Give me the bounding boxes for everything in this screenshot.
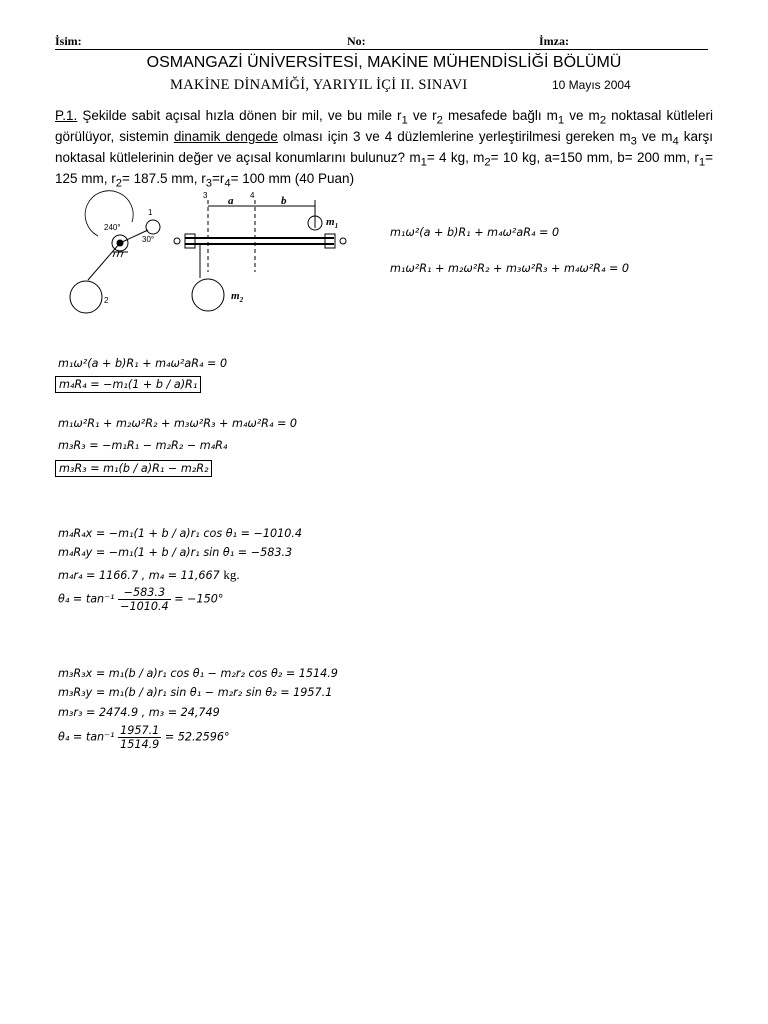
name-label: İsim: xyxy=(55,34,82,48)
solution-eq-4: m₃R₃ = −m₁R₁ − m₂R₂ − m₄R₄ xyxy=(58,439,228,452)
exam-subtitle: MAKİNE DİNAMİĞİ, YARIYIL İÇİ II. SINAVI xyxy=(170,77,468,93)
problem-statement: P.1. Şekilde sabit açısal hızla dönen bir mil, ve bu mile $r_1$ ve $r_2$ mesafede bağlı $m_1$ ve $m_2$ noktasal kütleleri görülüyor, sistemin dinamik dengede olması için 3 ve 4 düzlemlerine yerleştirilmesi gereken $m_3$ ve $m_4$ karşı noktasal kütlelerinin değer ve açısal konumlarını bulunuz? $m_1= 4$ kg, $m_2= 10$ kg, a=150 mm, b= 200 mm, $r_1= 125$ mm, $r_2= 187.5$ mm, $r_3=r_4= 100$ mm (40 Puan) xyxy=(55,108,713,190)
plane-3-label: 3 xyxy=(203,191,208,200)
figure-eq-moment: m₁ω²(a + b)R₁ + m₄ω²aR₄ = 0 xyxy=(390,226,560,239)
problem-label: P.1. xyxy=(55,108,78,123)
m3-y-component: m₃R₃y = m₁(b / a)r₁ sin θ₁ − m₂r₂ sin θ₂ = 1957.1 xyxy=(58,686,333,699)
dim-b-label: b xyxy=(281,195,287,207)
angle-240-label: 240° xyxy=(104,223,121,232)
solution-eq-3: m₁ω²R₁ + m₂ω²R₂ + m₃ω²R₃ + m₄ω²R₄ = 0 xyxy=(58,417,298,430)
m2-label: $m_2$ xyxy=(231,290,244,304)
angle-30-label: 30° xyxy=(142,235,155,244)
m4-y-component: m₄R₄y = −m₁(1 + b / a)r₁ sin θ₁ = −583.3 xyxy=(58,546,293,559)
theta-4-formula: θ₄ = tan⁻¹ $\frac{-583.3}{-1010.4}$ = −150° xyxy=(58,586,224,613)
end-view xyxy=(70,191,160,313)
solution-eq-2-boxed: m₄R₄ = −m₁(1 + b / a)R₁ xyxy=(55,376,201,393)
exam-date: 10 Mayıs 2004 xyxy=(552,78,631,92)
m3-result: m₃r₃ = 2474.9 , m₃ = 24,749 xyxy=(58,706,220,719)
side-view xyxy=(174,200,346,311)
solution-eq-1: m₁ω²(a + b)R₁ + m₄ω²aR₄ = 0 xyxy=(58,357,228,370)
solution-eq-5-boxed: m₃R₃ = m₁(b / a)R₁ − m₂R₂ xyxy=(55,460,212,477)
plane-4-label: 4 xyxy=(250,191,255,200)
university-title: OSMANGAZİ ÜNİVERSİTESİ, MAKİNE MÜHENDİSLİĞİ BÖLÜMÜ xyxy=(146,54,622,71)
mass-2-label: 2 xyxy=(104,296,109,305)
dim-a-label: a xyxy=(228,195,234,207)
number-label: No: xyxy=(347,34,366,48)
signature-label: İmza: xyxy=(539,34,569,48)
mass-1-label: 1 xyxy=(148,208,153,217)
header-fields xyxy=(55,33,708,50)
figure-eq-force: m₁ω²R₁ + m₂ω²R₂ + m₃ω²R₃ + m₄ω²R₄ = 0 xyxy=(390,262,630,275)
shaft-figure xyxy=(60,188,370,318)
underlined-term: dinamik dengede xyxy=(173,129,278,145)
m4-result: m₄r₄ = 1166.7 , m₄ = 11,667 kg. xyxy=(58,567,240,582)
m4-x-component: m₄R₄x = −m₁(1 + b / a)r₁ cos θ₁ = −1010.4 xyxy=(58,527,303,540)
m3-x-component: m₃R₃x = m₁(b / a)r₁ cos θ₁ − m₂r₂ cos θ₂ = 1514.9 xyxy=(58,667,338,680)
m1-label: $m_1$ xyxy=(326,216,339,230)
theta-3-formula: θ₄ = tan⁻¹ $\frac{1957.1}{1514.9}$ = 52.2596° xyxy=(58,724,230,751)
